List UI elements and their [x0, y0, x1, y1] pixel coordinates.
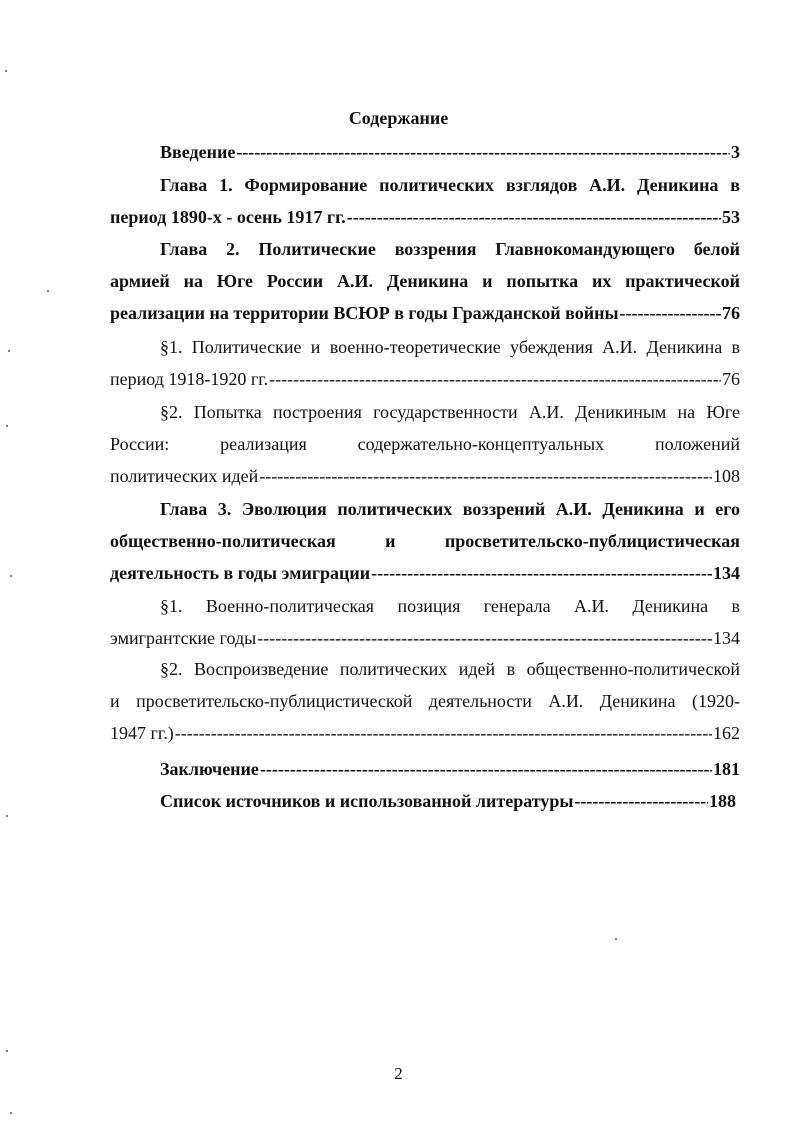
toc-page-number: 134	[713, 628, 740, 648]
toc-entry-ch3-section-2[interactable]	[110, 653, 740, 749]
toc-entry-text: Введение	[160, 142, 236, 162]
toc-page-number: 53	[722, 207, 740, 227]
toc-entry-text: Глава 2. Политические воззрения Главнокомандующего белой	[160, 239, 740, 259]
dot-leader	[257, 622, 712, 654]
toc-page-number: 3	[731, 142, 740, 162]
toc-entry-chapter-1[interactable]	[110, 169, 740, 233]
toc-entry-bibliography[interactable]	[160, 785, 736, 817]
scan-speck	[6, 1050, 8, 1052]
dot-leader	[620, 297, 721, 329]
toc-entry-ch2-section-1[interactable]	[110, 331, 740, 395]
toc-entry-text: Глава 3. Эволюция политических воззрений А.И. Деникина и его	[160, 499, 740, 519]
dot-leader	[371, 557, 712, 589]
toc-page-number: 76	[722, 303, 740, 323]
toc-entry-text: §1. Военно-политическая позиция генерала А.И. Деникина в	[160, 596, 740, 616]
scan-speck	[47, 290, 49, 292]
scan-speck	[10, 575, 12, 577]
toc-entry-ch2-section-2[interactable]	[110, 396, 740, 492]
page-title: Содержание	[348, 108, 449, 128]
toc-page-number: 134	[713, 563, 740, 583]
toc-entry-ch3-section-1[interactable]	[110, 590, 740, 654]
scan-speck	[6, 425, 8, 427]
scan-speck	[615, 938, 617, 940]
dot-leader	[269, 363, 721, 395]
toc-page-number: 76	[722, 369, 740, 389]
toc-entry-chapter-3[interactable]	[110, 493, 740, 589]
scan-speck	[8, 350, 10, 352]
toc-entry-text: §2. Попытка построения государственности А.И. Деникиным на Юге	[160, 402, 740, 422]
toc-entry-text: 1947 гг.)	[110, 723, 174, 743]
toc-entry-text: России: реализация содержательно-концептуальных положений	[110, 434, 740, 454]
dot-leader	[260, 753, 712, 785]
toc-page-number: 162	[713, 723, 740, 743]
toc-entry-text: и просветительско-публицистической деятельности А.И. Деникина (1920-	[110, 691, 740, 711]
dot-leader	[259, 460, 712, 492]
toc-entry-text: реализации на территории ВСЮР в годы Гражданской войны	[110, 303, 619, 323]
scan-speck	[5, 70, 7, 72]
toc-entry-text: эмигрантские годы	[110, 628, 257, 648]
dot-leader	[574, 785, 708, 817]
toc-entry-text: период 1890-х - осень 1917 гг.	[110, 207, 346, 227]
toc-entry-introduction[interactable]	[160, 136, 740, 168]
toc-entry-text: армией на Юге России А.И. Деникина и попытка их практической	[110, 271, 740, 291]
scan-speck	[10, 1112, 12, 1114]
toc-entry-text: общественно-политическая и просветительско-публицистическая	[110, 531, 740, 551]
toc-entry-text: §1. Политические и военно-теоретические убеждения А.И. Деникина в	[160, 337, 740, 357]
toc-entry-text: деятельность в годы эмиграции	[110, 563, 371, 583]
toc-entry-text: политических идей	[110, 466, 259, 486]
dot-leader	[236, 136, 730, 168]
toc-entry-text: Список источников и использованной литературы	[160, 791, 574, 811]
toc-page-number: 188	[709, 791, 736, 811]
toc-entry-text: Глава 1. Формирование политических взглядов А.И. Деникина в	[160, 175, 740, 195]
scan-speck	[6, 815, 8, 817]
toc-entry-conclusion[interactable]	[160, 753, 740, 785]
page-number: 2	[394, 1064, 403, 1083]
toc-entry-text: §2. Воспроизведение политических идей в общественно-политической	[160, 659, 740, 679]
toc-page-number: 108	[713, 466, 740, 486]
dot-leader	[175, 717, 712, 749]
toc-entry-text: период 1918-1920 гг.	[110, 369, 269, 389]
toc-entry-chapter-2[interactable]	[110, 233, 740, 329]
toc-page-number: 181	[713, 759, 740, 779]
dot-leader	[347, 201, 721, 233]
toc-entry-text: Заключение	[160, 759, 259, 779]
